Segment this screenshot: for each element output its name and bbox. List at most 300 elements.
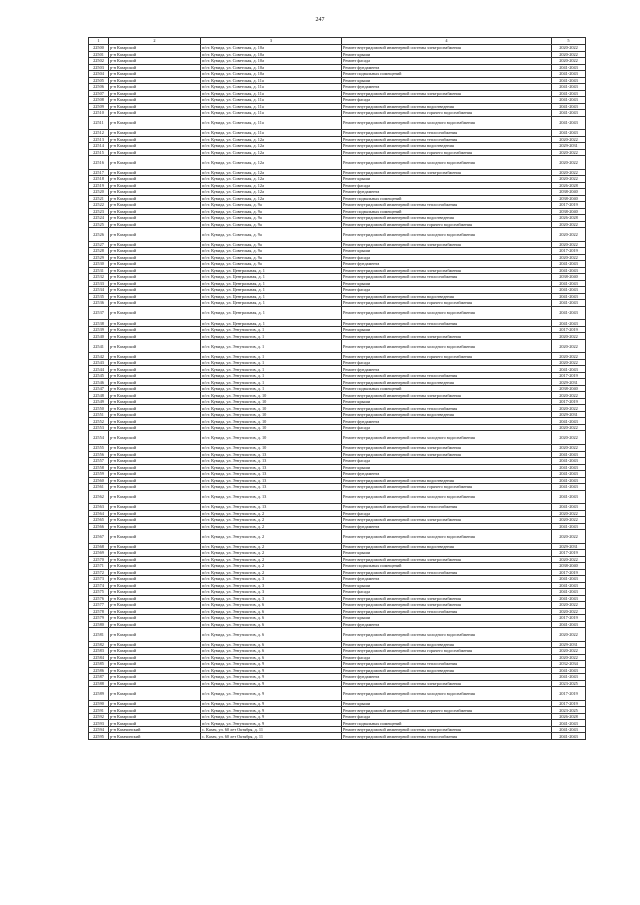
period-cell: 2020-2022 (552, 445, 586, 452)
row-number-cell: 22542 (89, 353, 109, 360)
district-cell: р-н Казарский (109, 576, 201, 583)
row-number-cell: 22523 (89, 208, 109, 215)
period-cell: 2041-2043 (552, 130, 586, 137)
period-cell: 2020-2022 (552, 602, 586, 609)
district-cell: р-н Казарский (109, 595, 201, 602)
table-row (89, 687, 586, 701)
row-number-cell: 22588 (89, 680, 109, 687)
period-cell: 2020-2022 (552, 241, 586, 248)
row-number-cell: 22513 (89, 136, 109, 143)
district-cell: р-н Казарский (109, 379, 201, 386)
address-cell: п/ст. Кувида, ул. Энтузиастов, д. 13 (201, 477, 342, 484)
district-cell: р-н Казарский (109, 510, 201, 517)
work-type-cell: Ремонт внутридомовой инженерной системы водоотведения (342, 293, 552, 300)
period-cell: 2020-2022 (552, 136, 586, 143)
row-number-cell: 22508 (89, 97, 109, 104)
district-cell: р-н Казарский (109, 451, 201, 458)
work-type-cell: Ремонт внутридомовой инженерной системы холодного водоснабжения (342, 228, 552, 242)
district-cell: р-н Казарский (109, 471, 201, 478)
work-type-cell: Ремонт внутридомовой инженерной системы теплоснабжения (342, 405, 552, 412)
row-number-cell: 22577 (89, 602, 109, 609)
period-cell: 2020-2022 (552, 51, 586, 58)
row-number-cell: 22522 (89, 202, 109, 209)
period-cell: 2029-2031 (552, 543, 586, 550)
address-cell: п/ст. Кувида, ул. Энтузиастов, д. 13 (201, 504, 342, 511)
address-cell: п/ст. Кувида, ул. Энтузиастов, д. 10 (201, 418, 342, 425)
period-cell: 2017-2019 (552, 202, 586, 209)
period-cell: 2041-2043 (552, 576, 586, 583)
address-cell: п/ст. Кувида, ул. Энтузиастов, д. 9 (201, 661, 342, 668)
address-cell: п/ст. Кувида, ул. Энтузиастов, д. 2 (201, 556, 342, 563)
period-cell: 2020-2022 (552, 45, 586, 52)
address-cell: п/ст. Кувида, ул. Энтузиастов, д. 6 (201, 608, 342, 615)
address-cell: п/ст. Кувида, ул. Центральная, д. 1 (201, 280, 342, 287)
period-cell: 2020-2022 (552, 228, 586, 242)
work-type-cell: Ремонт крыши (342, 550, 552, 557)
period-cell: 2041-2043 (552, 667, 586, 674)
district-cell: р-н Казарский (109, 202, 201, 209)
district-cell: р-н Казарский (109, 392, 201, 399)
district-cell: р-н Казарский (109, 287, 201, 294)
work-type-cell: Ремонт фундамента (342, 64, 552, 71)
address-cell: п/ст. Кувида, ул. Энтузиастов, д. 10 (201, 392, 342, 399)
district-cell: р-н Казарский (109, 720, 201, 727)
address-cell: п/ст. Кувида, ул. Энтузиастов, д. 3 (201, 595, 342, 602)
address-cell: п/ст. Кувида, ул. Энтузиастов, д. 3 (201, 576, 342, 583)
row-number-cell: 22514 (89, 143, 109, 150)
period-cell: 2029-2031 (552, 641, 586, 648)
work-type-cell: Ремонт внутридомовой инженерной системы теплоснабжения (342, 372, 552, 379)
table-row (89, 228, 586, 242)
work-type-cell: Ремонт внутридомовой инженерной системы электроснабжения (342, 602, 552, 609)
row-number-cell: 22519 (89, 182, 109, 189)
district-cell: р-н Казарский (109, 156, 201, 170)
row-number-cell: 22589 (89, 687, 109, 701)
work-type-cell: Ремонт фасада (342, 58, 552, 65)
table-row (89, 156, 586, 170)
district-cell: р-н Казарский (109, 484, 201, 491)
period-cell: 2020-2022 (552, 333, 586, 340)
work-type-cell: Ремонт фундамента (342, 366, 552, 373)
period-cell: 2041-2043 (552, 97, 586, 104)
row-number-cell: 22528 (89, 248, 109, 255)
row-number-cell: 22554 (89, 431, 109, 445)
row-number-cell: 22592 (89, 713, 109, 720)
address-cell: п/ст. Кувида, ул. Энтузиастов, д. 10 (201, 398, 342, 405)
header-col-1: 1 (89, 38, 109, 45)
address-cell: п/ст. Кувида, ул. Энтузиастов, д. 6 (201, 654, 342, 661)
district-cell: р-н Казарский (109, 418, 201, 425)
address-cell: п/ст. Кувида, ул. Энтузиастов, д. 2 (201, 530, 342, 544)
district-cell: р-н Казачинский (109, 733, 201, 740)
work-type-cell: Ремонт внутридомовой инженерной системы водоотведения (342, 411, 552, 418)
work-type-cell: Ремонт внутридомовой инженерной системы электроснабжения (342, 517, 552, 524)
work-type-cell: Ремонт внутридомовой инженерной системы электроснабжения (342, 680, 552, 687)
work-type-cell: Ремонт внутридомовой инженерной системы горячего водоснабжения (342, 110, 552, 117)
period-cell: 2041-2043 (552, 261, 586, 268)
work-type-cell: Ремонт внутридомовой инженерной системы горячего водоснабжения (342, 149, 552, 156)
work-type-cell: Ремонт крыши (342, 464, 552, 471)
row-number-cell: 22583 (89, 648, 109, 655)
row-number-cell: 22555 (89, 445, 109, 452)
period-cell: 2041-2043 (552, 287, 586, 294)
row-number-cell: 22579 (89, 615, 109, 622)
period-cell: 2020-2022 (552, 510, 586, 517)
row-number-cell: 22572 (89, 569, 109, 576)
page-number: 247 (315, 17, 325, 23)
work-type-cell: Ремонт подвальных помещений (342, 563, 552, 570)
district-cell: р-н Казарский (109, 143, 201, 150)
district-cell: р-н Казарский (109, 274, 201, 281)
address-cell: п/ст. Кувида, ул. Энтузиастов, д. 1 (201, 326, 342, 333)
district-cell: р-н Казарский (109, 608, 201, 615)
period-cell: 2020-2022 (552, 254, 586, 261)
row-number-cell: 22502 (89, 58, 109, 65)
work-type-cell: Ремонт подвальных помещений (342, 208, 552, 215)
district-cell: р-н Казарский (109, 445, 201, 452)
address-cell: п/ст. Кувида, ул. Советская, д. 9а (201, 261, 342, 268)
row-number-cell: 22594 (89, 726, 109, 733)
district-cell: р-н Казарский (109, 550, 201, 557)
row-number-cell: 22573 (89, 576, 109, 583)
row-number-cell: 22517 (89, 169, 109, 176)
district-cell: р-н Казарский (109, 464, 201, 471)
work-type-cell: Ремонт внутридомовой инженерной системы теплоснабжения (342, 274, 552, 281)
period-cell: 2041-2043 (552, 116, 586, 130)
district-cell: р-н Казарский (109, 680, 201, 687)
work-type-cell: Ремонт подвальных помещений (342, 195, 552, 202)
address-cell: п/ст. Кувида, ул. Энтузиастов, д. 9 (201, 720, 342, 727)
address-cell: п/ст. Кувида, ул. Энтузиастов, д. 6 (201, 615, 342, 622)
work-type-cell: Ремонт крыши (342, 77, 552, 84)
address-cell: п/ст. Кувида, ул. Центральная, д. 1 (201, 293, 342, 300)
row-number-cell: 22518 (89, 176, 109, 183)
row-number-cell: 22562 (89, 490, 109, 504)
district-cell: р-н Казарский (109, 169, 201, 176)
work-type-cell: Ремонт крыши (342, 280, 552, 287)
period-cell: 2020-2022 (552, 353, 586, 360)
address-cell: п/ст. Кувида, ул. Советская, д. 12а (201, 143, 342, 150)
work-type-cell: Ремонт внутридомовой инженерной системы водоотведения (342, 215, 552, 222)
period-cell: 2017-2019 (552, 687, 586, 701)
work-type-cell: Ремонт фасада (342, 287, 552, 294)
work-type-cell: Ремонт внутридомовой инженерной системы холодного водоснабжения (342, 156, 552, 170)
work-type-cell: Ремонт внутридомовой инженерной системы электроснабжения (342, 241, 552, 248)
period-cell: 2041-2043 (552, 523, 586, 530)
district-cell: р-н Казарский (109, 700, 201, 707)
work-type-cell: Ремонт крыши (342, 326, 552, 333)
district-cell: р-н Казарский (109, 339, 201, 353)
work-type-cell: Ремонт внутридомовой инженерной системы холодного водоснабжения (342, 530, 552, 544)
address-cell: п/ст. Кувида, ул. Энтузиастов, д. 6 (201, 602, 342, 609)
work-type-cell: Ремонт подвальных помещений (342, 71, 552, 78)
work-type-cell: Ремонт внутридомовой инженерной системы водоотведения (342, 143, 552, 150)
work-type-cell: Ремонт крыши (342, 176, 552, 183)
period-cell: 2041-2043 (552, 464, 586, 471)
district-cell: р-н Казарский (109, 221, 201, 228)
district-cell: р-н Казарский (109, 51, 201, 58)
period-cell: 2029-2031 (552, 411, 586, 418)
district-cell: р-н Казарский (109, 405, 201, 412)
row-number-cell: 22574 (89, 582, 109, 589)
district-cell: р-н Казарский (109, 569, 201, 576)
address-cell: п/ст. Кувида, ул. Советская, д. 11а (201, 103, 342, 110)
address-cell: п/ст. Кувида, ул. Энтузиастов, д. 2 (201, 517, 342, 524)
work-type-cell: Ремонт фундамента (342, 523, 552, 530)
work-type-cell: Ремонт внутридомовой инженерной системы водоотведения (342, 379, 552, 386)
district-cell: р-н Казарский (109, 713, 201, 720)
row-number-cell: 22585 (89, 661, 109, 668)
address-cell: п/ст. Кувида, ул. Энтузиастов, д. 9 (201, 713, 342, 720)
row-number-cell: 22558 (89, 464, 109, 471)
row-number-cell: 22500 (89, 45, 109, 52)
work-type-cell: Ремонт внутридомовой инженерной системы горячего водоснабжения (342, 707, 552, 714)
row-number-cell: 22586 (89, 667, 109, 674)
row-number-cell: 22559 (89, 471, 109, 478)
work-type-cell: Ремонт внутридомовой инженерной системы электроснабжения (342, 726, 552, 733)
row-number-cell: 22552 (89, 418, 109, 425)
work-type-cell: Ремонт фасада (342, 589, 552, 596)
work-type-cell: Ремонт внутридомовой инженерной системы водоотведения (342, 543, 552, 550)
address-cell: п/ст. Кувида, ул. Советская, д. 9а (201, 221, 342, 228)
work-type-cell: Ремонт фасада (342, 510, 552, 517)
address-cell: п/ст. Кувида, ул. Энтузиастов, д. 6 (201, 628, 342, 642)
district-cell: р-н Казарский (109, 280, 201, 287)
district-cell: р-н Казарский (109, 582, 201, 589)
row-number-cell: 22590 (89, 700, 109, 707)
address-cell: п/ст. Кувида, ул. Энтузиастов, д. 6 (201, 621, 342, 628)
period-cell: 2017-2019 (552, 248, 586, 255)
work-type-cell: Ремонт фундамента (342, 189, 552, 196)
address-cell: п/ст. Кувида, ул. Советская, д. 12а (201, 136, 342, 143)
period-cell: 2041-2043 (552, 733, 586, 740)
work-type-cell: Ремонт внутридомовой инженерной системы водоотведения (342, 477, 552, 484)
row-number-cell: 22512 (89, 130, 109, 137)
row-number-cell: 22568 (89, 543, 109, 550)
district-cell: р-н Казарский (109, 189, 201, 196)
row-number-cell: 22595 (89, 733, 109, 740)
work-type-cell: Ремонт фундамента (342, 576, 552, 583)
row-number-cell: 22538 (89, 320, 109, 327)
address-cell: п/ст. Кувида, ул. Советская, д. 10а (201, 64, 342, 71)
address-cell: п/ст. Кувида, ул. Энтузиастов, д. 13 (201, 490, 342, 504)
address-cell: п/ст. Кувида, ул. Энтузиастов, д. 10 (201, 405, 342, 412)
period-cell: 2017-2019 (552, 372, 586, 379)
row-number-cell: 22556 (89, 451, 109, 458)
row-number-cell: 22571 (89, 563, 109, 570)
district-cell: р-н Казарский (109, 110, 201, 117)
row-number-cell: 22539 (89, 326, 109, 333)
address-cell: п/ст. Кувида, ул. Центральная, д. 1 (201, 267, 342, 274)
period-cell: 2020-2022 (552, 156, 586, 170)
period-cell: 2026-2028 (552, 713, 586, 720)
district-cell: р-н Казарский (109, 326, 201, 333)
work-type-cell: Ремонт внутридомовой инженерной системы теплоснабжения (342, 661, 552, 668)
period-cell: 2020-2022 (552, 405, 586, 412)
district-cell: р-н Казарский (109, 523, 201, 530)
district-cell: р-н Казарский (109, 90, 201, 97)
address-cell: п/ст. Кувида, ул. Энтузиастов, д. 1 (201, 353, 342, 360)
address-cell: с. Казач, ул. 60 лет Октября, д. 11 (201, 726, 342, 733)
work-type-cell: Ремонт фасада (342, 654, 552, 661)
period-cell: 2026-2028 (552, 215, 586, 222)
address-cell: п/ст. Кувида, ул. Энтузиастов, д. 2 (201, 569, 342, 576)
period-cell: 2041-2043 (552, 504, 586, 511)
district-cell: р-н Казарский (109, 149, 201, 156)
row-number-cell: 22540 (89, 333, 109, 340)
district-cell: р-н Казарский (109, 385, 201, 392)
district-cell: р-н Казарский (109, 628, 201, 642)
work-type-cell: Ремонт внутридомовой инженерной системы электроснабжения (342, 169, 552, 176)
address-cell: п/ст. Кувида, ул. Советская, д. 12а (201, 189, 342, 196)
period-cell: 2020-2022 (552, 359, 586, 366)
address-cell: п/ст. Кувида, ул. Энтузиастов, д. 1 (201, 339, 342, 353)
address-cell: п/ст. Кувида, ул. Советская, д. 9а (201, 208, 342, 215)
work-type-cell: Ремонт фасада (342, 97, 552, 104)
row-number-cell: 22550 (89, 405, 109, 412)
district-cell: р-н Казарский (109, 707, 201, 714)
address-cell: п/ст. Кувида, ул. Энтузиастов, д. 9 (201, 674, 342, 681)
period-cell: 2029-2031 (552, 379, 586, 386)
row-number-cell: 22561 (89, 484, 109, 491)
period-cell: 2038-2040 (552, 274, 586, 281)
district-cell: р-н Казарский (109, 398, 201, 405)
district-cell: р-н Казарский (109, 254, 201, 261)
period-cell: 2017-2019 (552, 550, 586, 557)
address-cell: п/ст. Кувида, ул. Советская, д. 9а (201, 215, 342, 222)
period-cell: 2020-2022 (552, 169, 586, 176)
row-number-cell: 22541 (89, 339, 109, 353)
district-cell: р-н Казарский (109, 411, 201, 418)
period-cell: 2029-2031 (552, 143, 586, 150)
period-cell: 2017-2019 (552, 615, 586, 622)
period-cell: 2020-2022 (552, 628, 586, 642)
work-type-cell: Ремонт крыши (342, 615, 552, 622)
work-type-cell: Ремонт внутридомовой инженерной системы теплоснабжения (342, 733, 552, 740)
district-cell: р-н Казарский (109, 504, 201, 511)
work-type-cell: Ремонт внутридомовой инженерной системы горячего водоснабжения (342, 484, 552, 491)
period-cell: 2041-2043 (552, 77, 586, 84)
row-number-cell: 22565 (89, 517, 109, 524)
work-type-cell: Ремонт фундамента (342, 621, 552, 628)
period-cell: 2017-2019 (552, 569, 586, 576)
row-number-cell: 22505 (89, 77, 109, 84)
work-type-cell: Ремонт внутридомовой инженерной системы холодного водоснабжения (342, 339, 552, 353)
work-type-cell: Ремонт внутридомовой инженерной системы горячего водоснабжения (342, 648, 552, 655)
row-number-cell: 22503 (89, 64, 109, 71)
period-cell: 2026-2028 (552, 182, 586, 189)
period-cell: 2020-2022 (552, 176, 586, 183)
district-cell: р-н Казарский (109, 176, 201, 183)
address-cell: п/ст. Кувида, ул. Советская, д. 11а (201, 130, 342, 137)
period-cell: 2041-2043 (552, 293, 586, 300)
work-type-cell: Ремонт внутридомовой инженерной системы холодного водоснабжения (342, 306, 552, 320)
address-cell: п/ст. Кувида, ул. Энтузиастов, д. 1 (201, 385, 342, 392)
row-number-cell: 22591 (89, 707, 109, 714)
address-cell: п/ст. Кувида, ул. Энтузиастов, д. 9 (201, 687, 342, 701)
header-col-2: 2 (109, 38, 201, 45)
work-type-cell: Ремонт внутридомовой инженерной системы теплоснабжения (342, 320, 552, 327)
address-cell: п/ст. Кувида, ул. Энтузиастов, д. 9 (201, 667, 342, 674)
row-number-cell: 22557 (89, 458, 109, 465)
address-cell: п/ст. Кувида, ул. Энтузиастов, д. 2 (201, 543, 342, 550)
address-cell: п/ст. Кувида, ул. Энтузиастов, д. 13 (201, 484, 342, 491)
period-cell: 2041-2043 (552, 300, 586, 307)
period-cell: 2020-2022 (552, 221, 586, 228)
row-number-cell: 22567 (89, 530, 109, 544)
row-number-cell: 22564 (89, 510, 109, 517)
row-number-cell: 22545 (89, 372, 109, 379)
district-cell: р-н Казарский (109, 306, 201, 320)
work-type-cell: Ремонт внутридомовой инженерной системы теплоснабжения (342, 202, 552, 209)
period-cell: 2041-2043 (552, 726, 586, 733)
district-cell: р-н Казарский (109, 84, 201, 91)
row-number-cell: 22584 (89, 654, 109, 661)
work-type-cell: Ремонт внутридомовой инженерной системы холодного водоснабжения (342, 628, 552, 642)
row-number-cell: 22544 (89, 366, 109, 373)
address-cell: п/ст. Кувида, ул. Энтузиастов, д. 10 (201, 445, 342, 452)
work-type-cell: Ремонт внутридомовой инженерной системы электроснабжения (342, 333, 552, 340)
table-header-row (89, 38, 586, 45)
district-cell: р-н Казарский (109, 136, 201, 143)
address-cell: п/ст. Кувида, ул. Советская, д. 11а (201, 77, 342, 84)
address-cell: п/ст. Кувида, ул. Советская, д. 9а (201, 248, 342, 255)
period-cell: 2041-2043 (552, 621, 586, 628)
work-type-cell: Ремонт внутридомовой инженерной системы электроснабжения (342, 45, 552, 52)
work-type-cell: Ремонт внутридомовой инженерной системы холодного водоснабжения (342, 116, 552, 130)
district-cell: р-н Казарский (109, 293, 201, 300)
address-cell: п/ст. Кувида, ул. Энтузиастов, д. 2 (201, 523, 342, 530)
district-cell: р-н Казарский (109, 267, 201, 274)
period-cell: 2020-2022 (552, 392, 586, 399)
address-cell: п/ст. Кувида, ул. Энтузиастов, д. 13 (201, 458, 342, 465)
row-number-cell: 22525 (89, 221, 109, 228)
address-cell: п/ст. Кувида, ул. Энтузиастов, д. 10 (201, 431, 342, 445)
row-number-cell: 22526 (89, 228, 109, 242)
work-type-cell: Ремонт внутридомовой инженерной системы электроснабжения (342, 445, 552, 452)
header-col-4: 4 (342, 38, 552, 45)
row-number-cell: 22563 (89, 504, 109, 511)
table-row (89, 490, 586, 504)
address-cell: п/ст. Кувида, ул. Энтузиастов, д. 13 (201, 471, 342, 478)
work-type-cell: Ремонт внутридомовой инженерной системы горячего водоснабжения (342, 221, 552, 228)
district-cell: р-н Казарский (109, 490, 201, 504)
row-number-cell: 22580 (89, 621, 109, 628)
header-col-5: 5 (552, 38, 586, 45)
work-type-cell: Ремонт внутридомовой инженерной системы холодного водоснабжения (342, 490, 552, 504)
row-number-cell: 22566 (89, 523, 109, 530)
district-cell: р-н Казарский (109, 477, 201, 484)
period-cell: 2041-2043 (552, 110, 586, 117)
address-cell: п/ст. Кувида, ул. Энтузиастов, д. 3 (201, 589, 342, 596)
row-number-cell: 22515 (89, 149, 109, 156)
address-cell: п/ст. Кувида, ул. Энтузиастов, д. 1 (201, 366, 342, 373)
work-type-cell: Ремонт фундамента (342, 471, 552, 478)
row-number-cell: 22560 (89, 477, 109, 484)
capital-repair-table (88, 37, 586, 740)
work-type-cell: Ремонт фасада (342, 424, 552, 431)
district-cell: р-н Казарский (109, 320, 201, 327)
district-cell: р-н Казарский (109, 228, 201, 242)
address-cell: п/ст. Кувида, ул. Энтузиастов, д. 2 (201, 550, 342, 557)
district-cell: р-н Казарский (109, 654, 201, 661)
work-type-cell: Ремонт внутридомовой инженерной системы холодного водоснабжения (342, 431, 552, 445)
period-cell: 2041-2043 (552, 71, 586, 78)
work-type-cell: Ремонт внутридомовой инженерной системы горячего водоснабжения (342, 300, 552, 307)
period-cell: 2041-2043 (552, 64, 586, 71)
district-cell: р-н Казарский (109, 300, 201, 307)
work-type-cell: Ремонт внутридомовой инженерной системы электроснабжения (342, 392, 552, 399)
